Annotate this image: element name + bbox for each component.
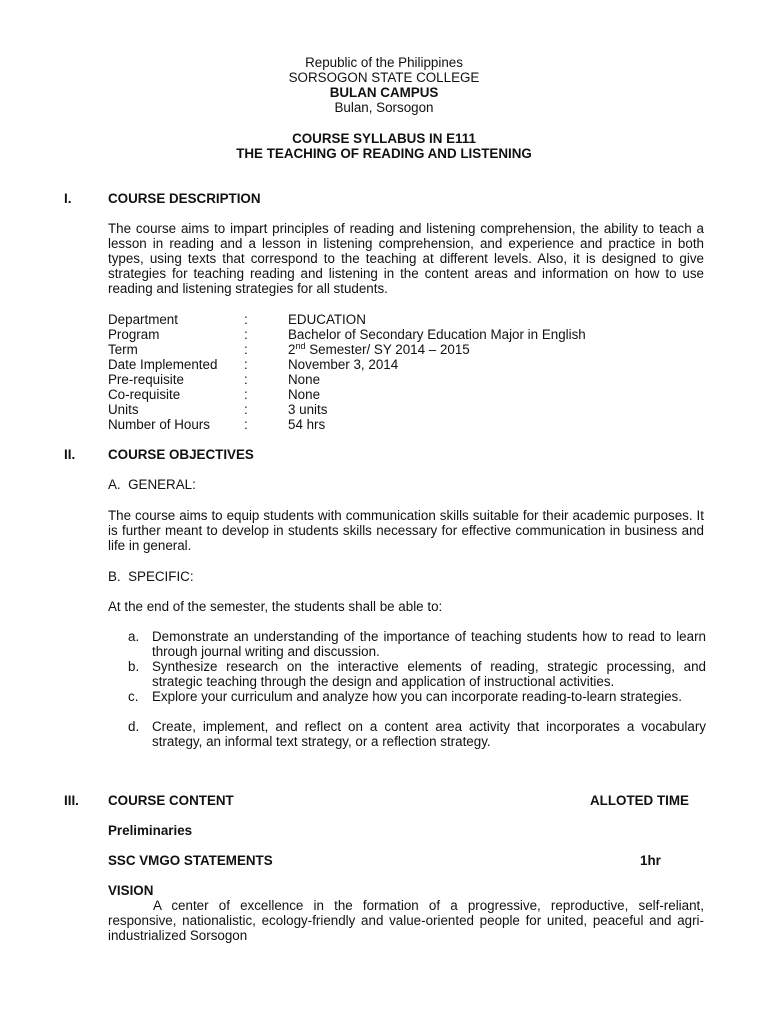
info-label: Date Implemented: [108, 357, 218, 372]
info-separator: :: [244, 342, 248, 357]
info-row: [108, 312, 708, 327]
info-value: None: [288, 372, 321, 387]
alloted-time-header: ALLOTED TIME: [590, 793, 689, 808]
syllabus-title: COURSE SYLLABUS IN E111: [292, 131, 476, 146]
section-3-heading: COURSE CONTENT: [108, 793, 234, 808]
section-2-heading: COURSE OBJECTIVES: [108, 447, 254, 462]
republic-line: Republic of the Philippines: [305, 55, 463, 70]
preliminaries-heading: Preliminaries: [108, 823, 193, 838]
info-label: Department: [108, 312, 178, 327]
info-row: [108, 387, 708, 402]
info-row: [108, 342, 708, 357]
info-label: Pre-requisite: [108, 372, 184, 387]
general-objective-text: The course aims to equip students with communication skills suitable for their academic purposes. It is further meant to develop in students skills necessary for effective communication in business and life in general.: [108, 508, 704, 553]
vmgo-heading: SSC VMGO STATEMENTS: [108, 853, 273, 868]
specific-objective-intro: At the end of the semester, the students shall be able to:: [108, 599, 443, 614]
info-row: [108, 357, 708, 372]
info-row: [108, 417, 708, 432]
section-3-numeral: III.: [64, 793, 79, 808]
vision-heading: VISION: [108, 883, 154, 898]
general-objective-label: A. GENERAL:: [108, 477, 196, 492]
campus-name: BULAN CAMPUS: [329, 85, 439, 100]
info-label: Units: [108, 402, 139, 417]
section-1-heading: COURSE DESCRIPTION: [108, 191, 261, 206]
list-item-text: Synthesize research on the interactive elements of reading, strategic processing, and strategic teaching through the design and application of instructional activities.: [152, 659, 706, 689]
course-name: THE TEACHING OF READING AND LISTENING: [236, 146, 532, 161]
info-row: [108, 402, 708, 417]
info-value: 54 hrs: [288, 417, 326, 432]
info-separator: :: [244, 327, 248, 342]
list-item-text: Explore your curriculum and analyze how you can incorporate reading-to-learn strategies.: [152, 689, 682, 704]
campus-location: Bulan, Sorsogon: [334, 100, 434, 115]
section-2-numeral: II.: [64, 447, 76, 462]
term-ordinal-suffix: nd: [295, 341, 306, 351]
vision-statement: A center of excellence in the formation of a progressive, reproductive, self-reliant, responsive, nationalistic, ecology-friendly and value-oriented people for united, peaceful and agri-industrialized Sorsogon: [108, 898, 704, 943]
info-value: [288, 342, 470, 357]
info-value: 3 units: [288, 402, 328, 417]
info-row: [108, 372, 708, 387]
info-value: None: [288, 387, 321, 402]
vmgo-time: 1hr: [640, 853, 661, 868]
list-item-letter: d.: [128, 719, 140, 734]
info-separator: :: [244, 312, 248, 327]
info-row: [108, 327, 708, 342]
info-value: EDUCATION: [288, 312, 366, 327]
list-item-letter: c.: [128, 689, 139, 704]
list-item-text: Create, implement, and reflect on a content area activity that incorporates a vocabulary strategy, an informal text strategy, or a reflection strategy.: [152, 719, 706, 749]
list-item-letter: a.: [128, 629, 140, 644]
info-label: Program: [108, 327, 160, 342]
info-separator: :: [244, 402, 248, 417]
section-1-numeral: I.: [64, 191, 72, 206]
info-separator: :: [244, 387, 248, 402]
info-separator: :: [244, 417, 248, 432]
college-name: SORSOGON STATE COLLEGE: [288, 70, 480, 85]
list-item-letter: b.: [128, 659, 140, 674]
term-number: 2: [288, 342, 296, 357]
specific-objective-label: B. SPECIFIC:: [108, 569, 194, 584]
info-label: Co-requisite: [108, 387, 181, 402]
term-text: Semester/ SY 2014 – 2015: [305, 342, 470, 357]
info-value: Bachelor of Secondary Education Major in English: [288, 327, 586, 342]
info-label: Term: [108, 342, 138, 357]
info-separator: :: [244, 372, 248, 387]
list-item-text: Demonstrate an understanding of the importance of teaching students how to read to learn through journal writing and discussion.: [152, 629, 706, 659]
info-label: Number of Hours: [108, 417, 210, 432]
info-separator: :: [244, 357, 248, 372]
info-value: November 3, 2014: [288, 357, 399, 372]
course-description-paragraph: The course aims to impart principles of reading and listening comprehension, the ability to teach a lesson in reading and a lesson in listening comprehension, and experience and practice in both types, using texts that correspond to the teaching at different levels. Also, it is designed to give strategies for teaching reading and listening in the content areas and information on how to use reading and listening strategies for all students.: [108, 221, 704, 296]
